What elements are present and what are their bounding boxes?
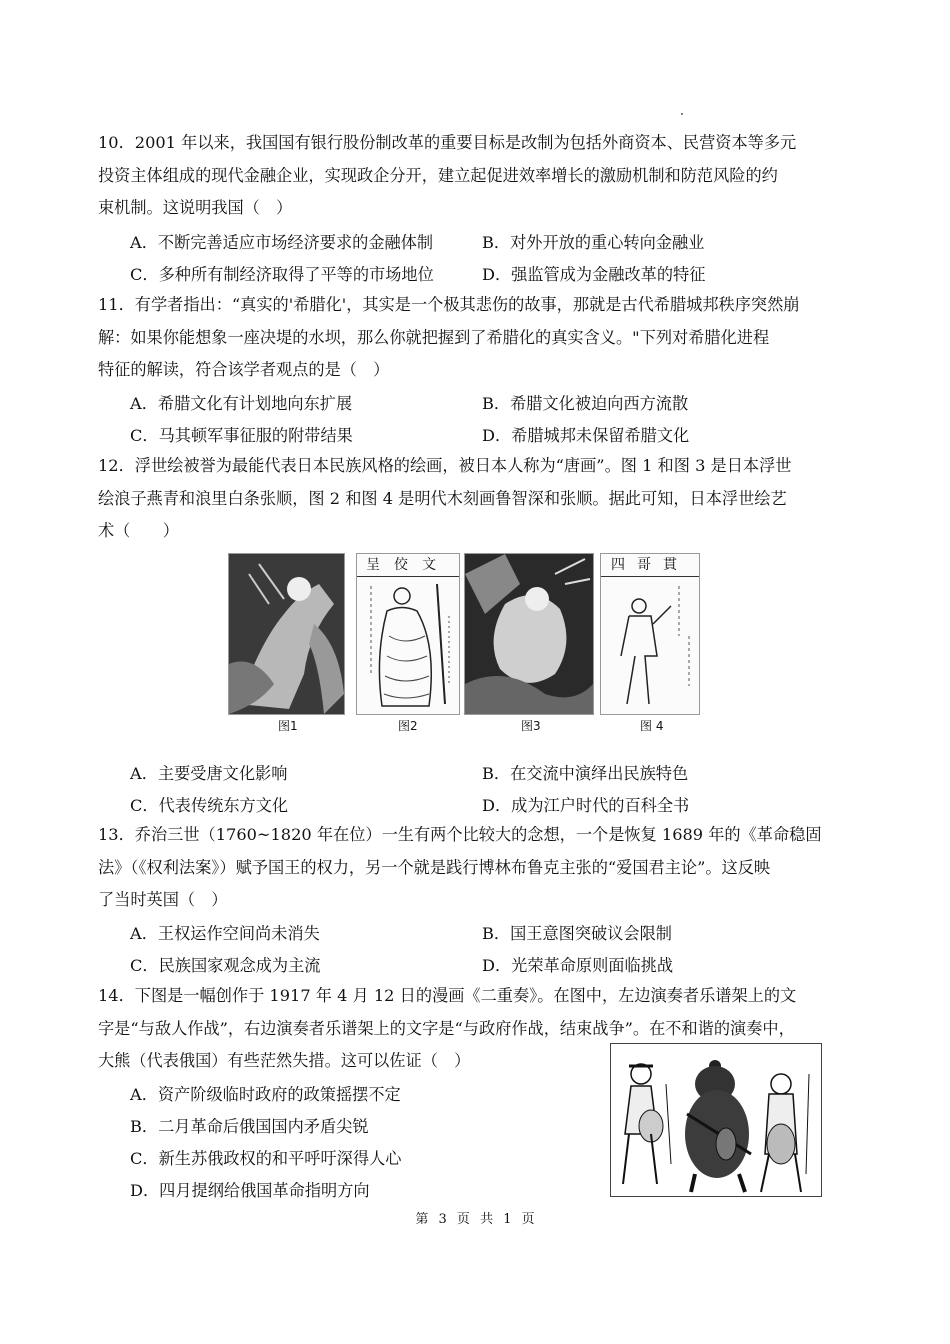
footer-total-pages: 1	[503, 1212, 512, 1227]
question-11-text	[98, 289, 838, 387]
q13-option-b[interactable]: B．国王意图突破议会限制	[482, 924, 672, 943]
q13-line: 了当时英国（ ）	[98, 890, 228, 909]
q13-option-d[interactable]: D．光荣革命原则面临挑战	[482, 956, 674, 975]
q10-line: 束机制。这说明我国（ ）	[98, 198, 293, 217]
figure-3-caption: 图3	[521, 719, 541, 733]
q14-line: 14．下图是一幅创作于 1917 年 4 月 12 日的漫画《二重奏》。在图中，左边演奏者乐谱架上的文	[98, 986, 797, 1005]
footer-label-ye-2: 页	[521, 1212, 535, 1227]
q13-option-a[interactable]: A．王权运作空间尚未消失	[130, 924, 320, 943]
speck	[681, 113, 683, 115]
figure-2-caption: 图2	[398, 719, 418, 733]
q11-option-d[interactable]: D．希腊城邦未保留希腊文化	[482, 426, 690, 445]
q12-option-b[interactable]: B．在交流中演绎出民族特色	[482, 764, 689, 783]
q11-line: 特征的解读，符合该学者观点的是（ ）	[98, 360, 390, 379]
q10-line: 10．2001 年以来，我国国有银行股份制改革的重要目标是改制为包括外商资本、民营资本等多元	[98, 133, 797, 152]
figure-1-caption: 图1	[278, 719, 298, 733]
figure-2-lu-zhishen-woodcut	[356, 553, 460, 715]
question-12-text	[98, 450, 838, 548]
q12-option-c[interactable]: C．代表传统东方文化	[130, 796, 289, 815]
figure-1-yan-qing-print	[228, 553, 345, 715]
question-10-text	[98, 127, 838, 225]
q13-line: 13．乔治三世（1760~1820 年在位）一生有两个比较大的念想，一个是恢复 1689 年的《革命稳固	[98, 825, 822, 844]
duet-cartoon	[610, 1043, 822, 1197]
q12-line: 绘浪子燕青和浪里白条张顺，图 2 和图 4 是明代木刻画鲁智深和张顺。据此可知，日本浮世绘艺	[98, 488, 787, 508]
figure-2-title: 呈佼文	[357, 554, 459, 577]
q10-option-a[interactable]: A．不断完善适应市场经济要求的金融体制	[130, 233, 434, 252]
q11-option-b[interactable]: B．希腊文化被迫向西方流散	[482, 394, 689, 413]
ukiyoe-figures	[228, 553, 698, 738]
q10-option-b[interactable]: B．对外开放的重心转向金融业	[482, 233, 705, 252]
q12-line: 12．浮世绘被誉为最能代表日本民族风格的绘画，被日本人称为“唐画”。图 1 和图 3 是日本浮世	[98, 456, 792, 475]
q14-option-d[interactable]: D．四月提纲给俄国革命指明方向	[130, 1181, 370, 1200]
q12-option-a[interactable]: A．主要受唐文化影响	[130, 764, 288, 783]
figure-4-zhang-shun-woodcut	[600, 553, 700, 715]
q13-line: 法》（《权利法案》）赋予国王的权力，另一个就是践行博林布鲁克主张的“爱国君主论”。这反映	[98, 857, 771, 877]
q11-option-c[interactable]: C．马其顿军事征服的附带结果	[130, 426, 353, 445]
q11-option-a[interactable]: A．希腊文化有计划地向东扩展	[130, 394, 353, 413]
figure-3-zhang-shun-print	[464, 553, 594, 715]
footer-label-di: 第	[415, 1212, 429, 1227]
question-13-text	[98, 819, 838, 917]
figure-4-title: 四哥貫	[601, 554, 699, 577]
footer-page-number: 3	[438, 1212, 447, 1227]
q10-option-c[interactable]: C．多种所有制经济取得了平等的市场地位	[130, 265, 434, 284]
figure-4-caption: 图 4	[640, 719, 664, 733]
footer-label-gong: 共	[480, 1212, 494, 1227]
footer-label-ye: 页	[456, 1212, 470, 1227]
q10-line: 投资主体组成的现代金融企业，实现政企分开，建立起促进效率增长的激励机制和防范风险的约	[98, 165, 778, 185]
q12-line: 术（ ）	[98, 521, 179, 540]
q14-line: 大熊（代表俄国）有些茫然失措。这可以佐证（ ）	[98, 1051, 471, 1070]
q14-line: 字是“与敌人作战”，右边演奏者乐谱架上的文字是“与政府作战，结束战争”。在不和谐的演奏中，	[98, 1018, 795, 1038]
q12-option-d[interactable]: D．成为江户时代的百科全书	[482, 796, 690, 815]
q10-option-d[interactable]: D．强监管成为金融改革的特征	[482, 265, 706, 284]
q11-line: 11．有学者指出：“真实的'希腊化'，其实是一个极其悲伤的故事，那就是古代希腊城邦秩序突然崩	[98, 295, 800, 314]
q13-option-c[interactable]: C．民族国家观念成为主流	[130, 956, 321, 975]
page-footer	[0, 1208, 950, 1227]
q14-option-a[interactable]: A．资产阶级临时政府的政策摇摆不定	[130, 1085, 401, 1104]
q11-line: 解：如果你能想象一座决堤的水坝，那么你就把握到了希腊化的真实含义。"下列对希腊化进程	[98, 327, 770, 347]
q14-option-b[interactable]: B．二月革命后俄国国内矛盾尖锐	[130, 1117, 369, 1136]
q14-option-c[interactable]: C．新生苏俄政权的和平呼吁深得人心	[130, 1149, 402, 1168]
